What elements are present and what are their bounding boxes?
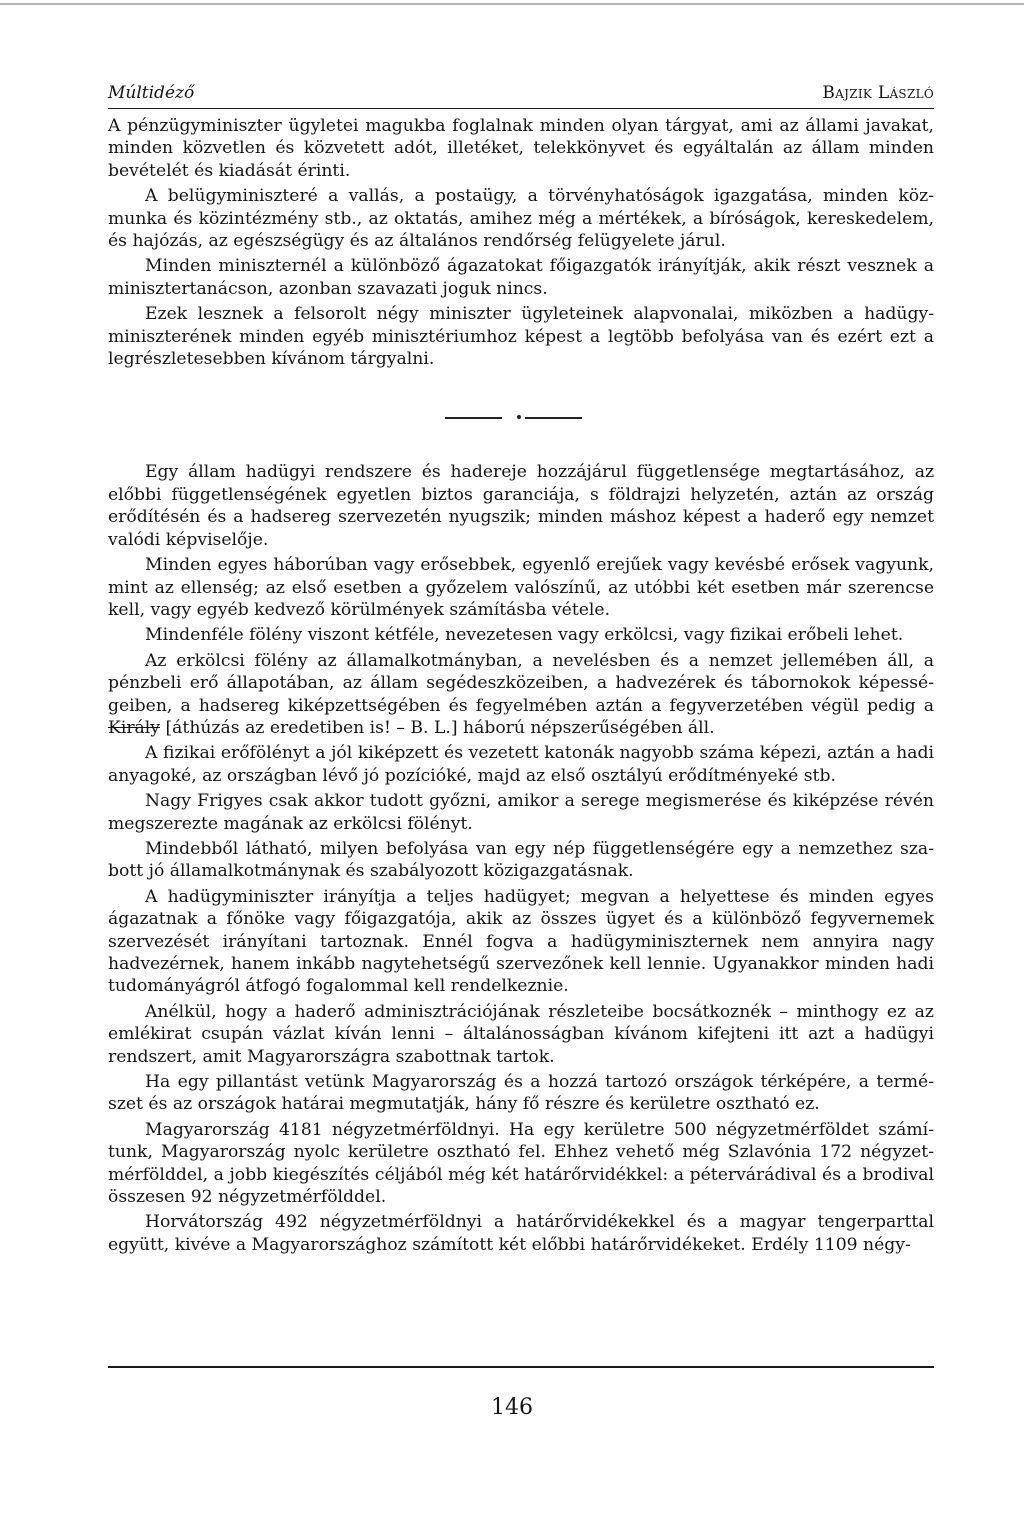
paragraph: Minden egyes háborúban vagy erősebbek, egyenlő erejűek vagy kevésbé erősek vagyunk, mint az ellenség; az első esetben a győzelem valószínű, az utóbbi két esetben már szerencse kell, vagy egyéb kedvező körülmények számításba vétele. [108,555,934,620]
page-number: 146 [491,1395,533,1420]
paragraph: Magyarország 4181 négyzetmérföldnyi. Ha egy kerületre 500 négyzetmérföldet számítunk, Magyarország nyolc kerületre osztható fel. Ehhez vehető még Szlavónia 172 négyzetmérfölddel, a jobb kiegészítés céljából még két határőrvidékkel: a pétervárádival és a brodival összesen 92 négyzetmérfölddel. [108,1119,934,1208]
paragraph: Mindenféle fölény viszont kétféle, nevezetesen vagy erkölcsi, vagy fizikai erőbeli lehet. [145,625,904,646]
running-head [108,80,934,109]
paragraph: A hadügyminiszter irányítja a teljes hadügyet; megvan a helyettese és minden egyes ágazatnak a főnöke vagy főigazgatója, akik az összes ügyet és a különböző fegyvernemek szervezését irányítani tartoznak. Ennél fogva a hadügyminiszternek nem annyira nagy hadvezérnek, hanem inkább nagytehetségű szervezőnek kell lennie. Ugyanakkor minden hadi tudományágról átfogó fogalommal kell rendelkeznie. [108,886,934,997]
paragraph-moral-superiority [108,650,934,740]
paragraph: A pénzügyminiszter ügyletei magukba foglalnak minden olyan tárgyat, ami az állami javakat, minden közvetlen és közvetett adót, illetéket, telekkönyvet és egyáltalán az állam minden bevételét és kiadását érinti. [108,116,934,181]
paragraph: Horvátország 492 négyzetmérföldnyi a határőrvidékekkel és a magyar tengerparttal együtt, kivéve a Magyarországhoz számított két előbbi határőrvidékeket. Erdély 1109 négy- [108,1212,934,1255]
paragraph: A belügyminiszteré a vallás, a postaügy, a törvényhatóságok igazgatása, minden közmunka és közintézmény stb., az oktatás, amihez még a mértékek, a bíróságok, kereskedelem, és hajózás, az egészségügy és az általános rendőrség felügyelete járul. [108,186,934,252]
paragraph: Ha egy pillantást vetünk Magyarország és a hozzá tartozó országok térképére, a természet és az országok határai megmutatják, hány fő részre és kerületre osztható ez. [108,1072,934,1115]
paragraph: Mindebből látható, milyen befolyása van egy nép függetlenségére egy a nemzethez szabott jó államalkotmánynak és szabályozott közigazgatásnak. [108,838,934,882]
body-text [108,115,934,1256]
journal-title: Múltidéző [108,83,195,103]
paragraph-text: Az erkölcsi fölény az államalkotmányban, a nevelésben és a nemzet jellemében áll, a pénzbeli erő állapotában, az állam segédeszközeiben, a hadvezérek és tábornokok képességeiben, a hadsereg kiképzettségében és fegyelmében aztán a fegyverzetében végül pedig a [108,650,934,716]
paragraph: A fizikai erőfölényt a jól kiképzett és vezetett katonák nagyobb száma képezi, aztán a hadi anyagoké, az országban lévő jó pozícióké, majd az első osztályú erődítményeké stb. [108,743,934,786]
scan-edge-line [0,3,1024,5]
paragraph: Minden miniszternél a különböző ágazatokat főigazgatók irányítják, akik részt vesznek a minisztertanácson, azonban szavazati joguk nincs. [108,256,934,299]
paragraph: Nagy Frigyes csak akkor tudott győzni, amikor a serege megismerése és kiképzése révén megszerezte magának az erkölcsi fölényt. [108,791,934,834]
author-name: Bajzik László [822,83,934,103]
paragraph: Anélkül, hogy a haderő adminisztrációjának részleteibe bocsátkoznék – minthogy ez az emlékirat csupán vázlat kíván lenni – általánosságban kívánom kifejteni itt azt a hadügyi rendszert, amit Magyarországra szabottnak tartok. [108,1001,934,1067]
paragraph-text: [áthúzás az eredetiben is! – B. L.] háború népszerűségében áll. [160,717,715,738]
separator-rule-left [445,417,502,419]
document-page [108,80,934,1259]
struck-word: Király [108,717,161,738]
footer-rule [108,1366,934,1368]
separator-rule-right [525,417,582,419]
separator-dot [517,415,521,419]
paragraph: Ezek lesznek a felsorolt négy miniszter ügyleteinek alapvonalai, miközben a hadügyminiszterének minden egyéb minisztériumhoz képest a legtöbb befolyása van és ezért ezt a legrészletesebben kívánom tárgyalni. [108,304,934,370]
section-separator [108,373,934,461]
paragraph: Egy állam hadügyi rendszere és hadereje hozzájárul függetlensége megtartásához, az előbbi függetlenségének egyetlen biztos garanciája, s földrajzi helyzetén, aztán az ország erődítésén és a hadsereg szervezetén nyugszik; minden máshoz képest a haderő egy nemzet valódi képviselője. [108,462,934,550]
